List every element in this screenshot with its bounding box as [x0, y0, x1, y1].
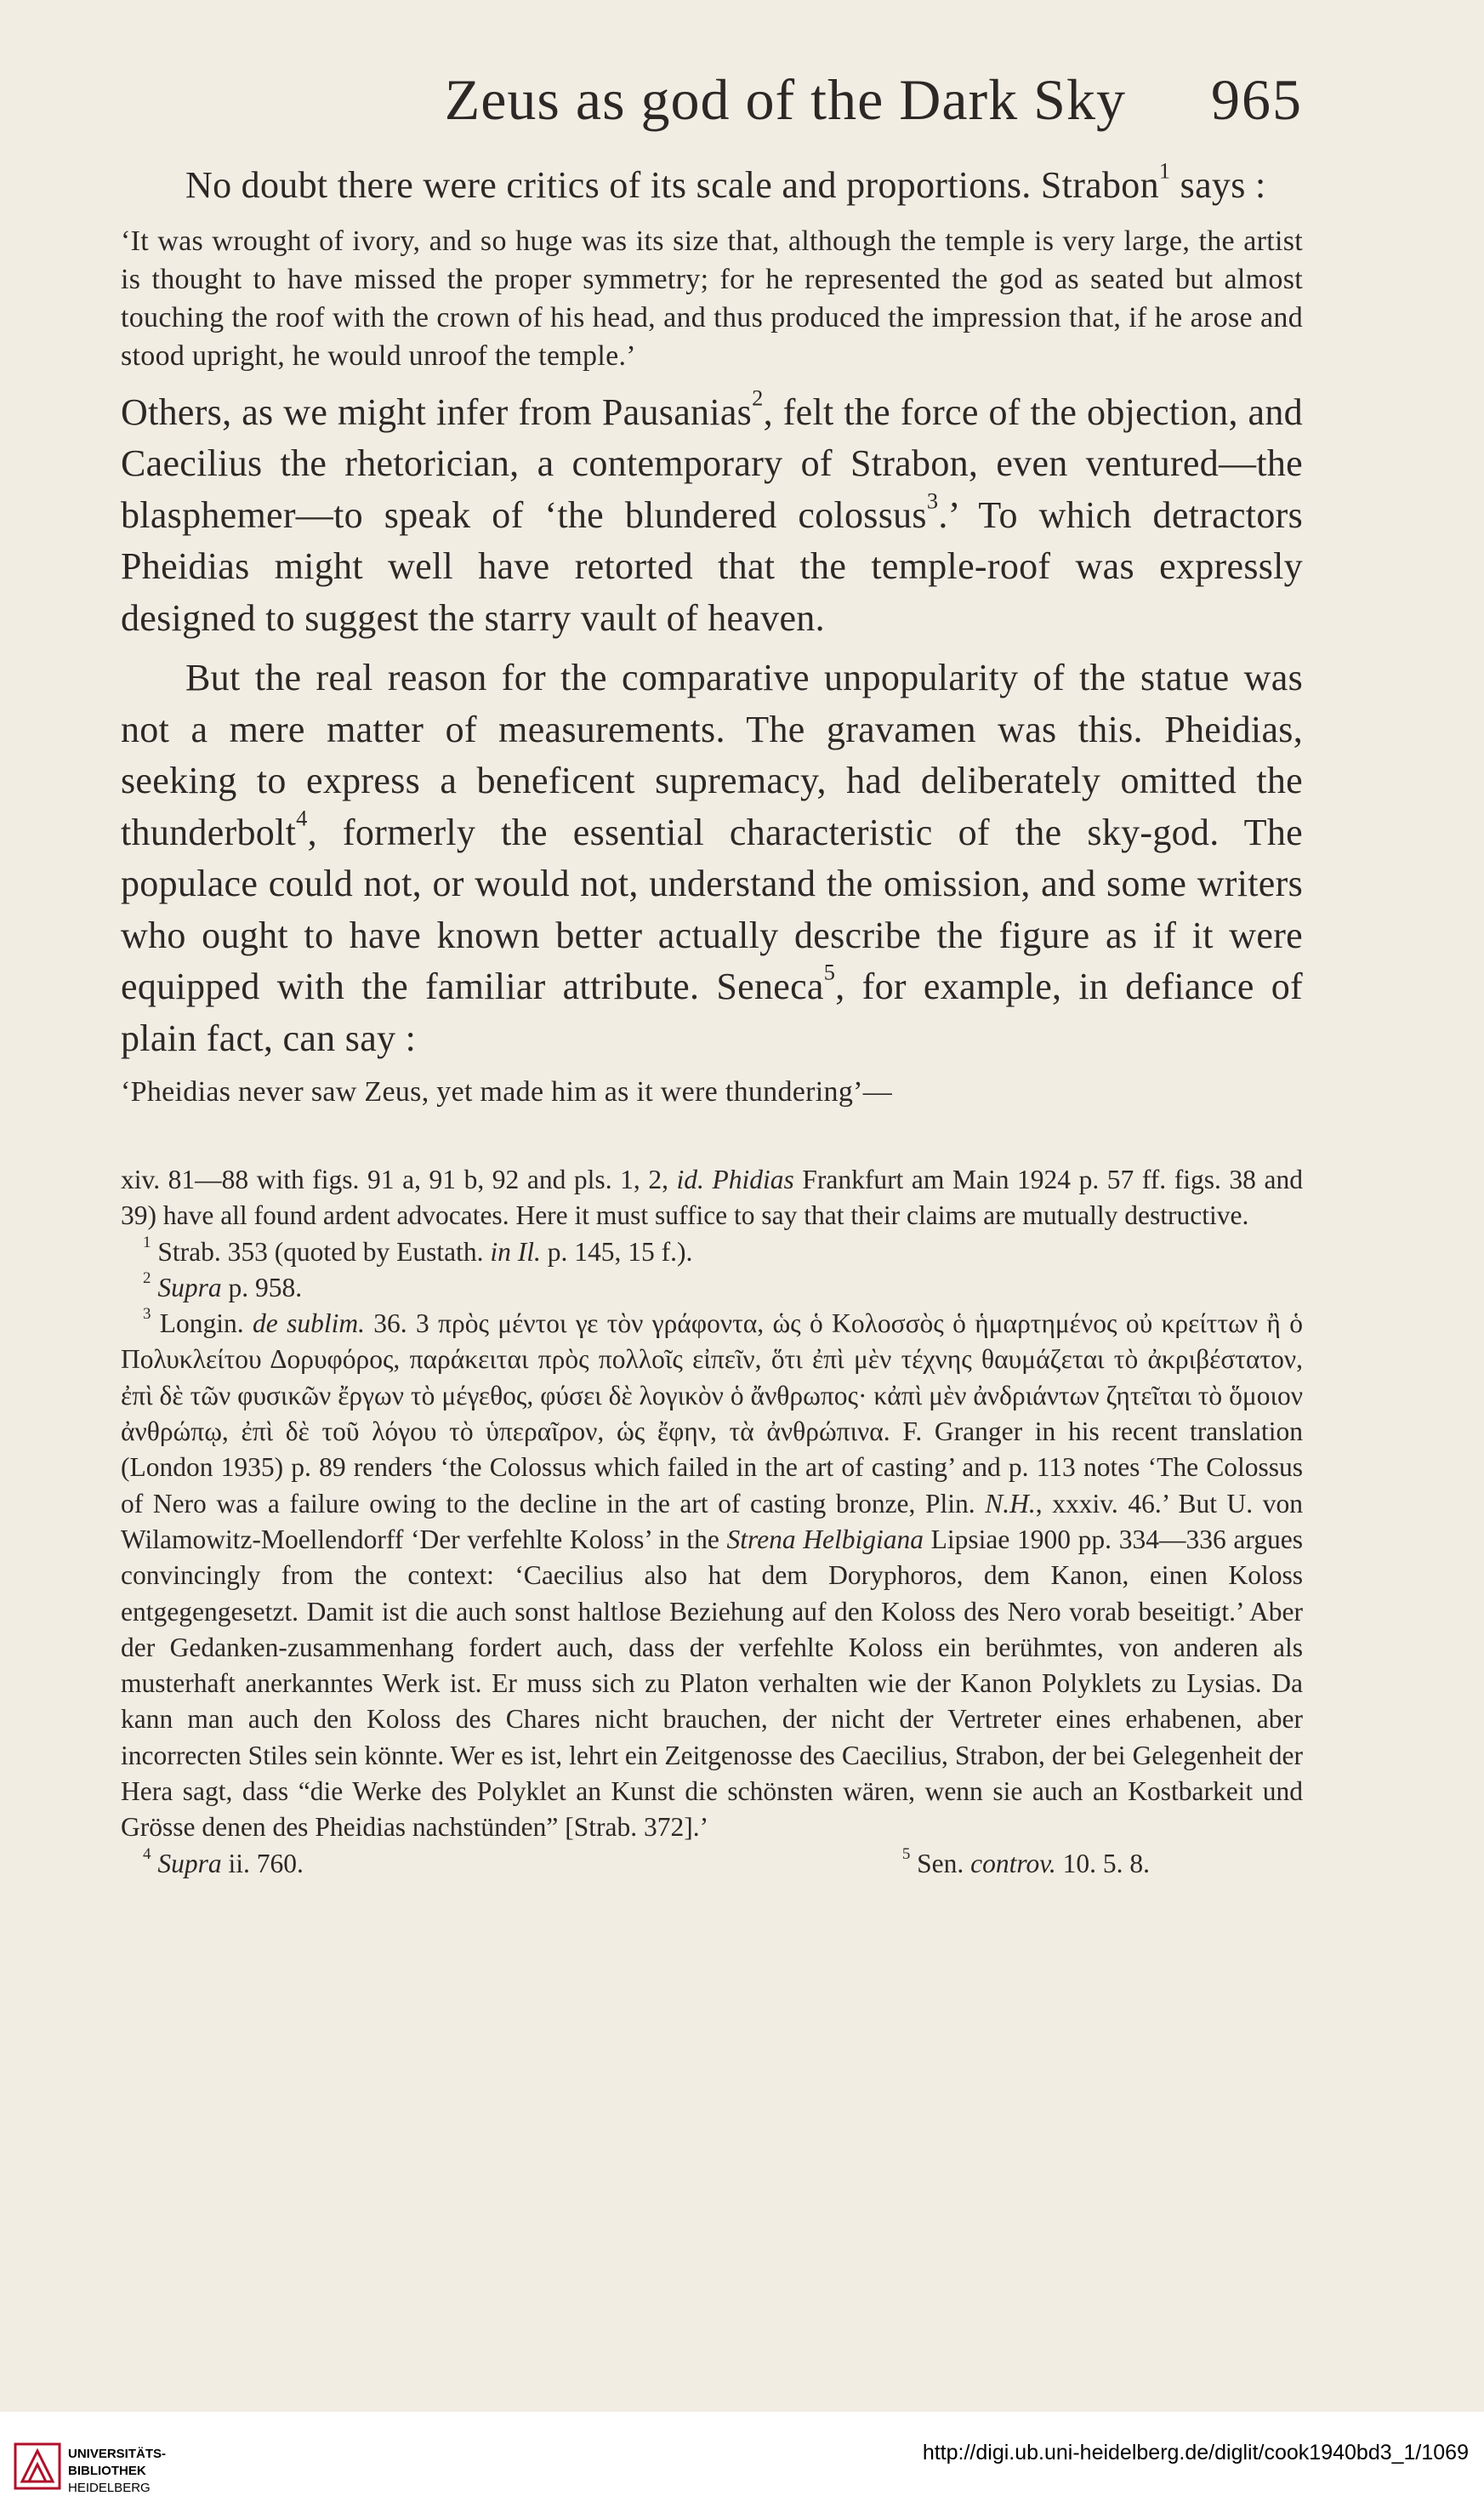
footnote-5-italic: controv.: [970, 1848, 1056, 1878]
footnote-ref-1[interactable]: 1: [1158, 157, 1171, 184]
footnote-3-text-d: Lipsiae 1900 pp. 334—336 argues convincingly from the context: ‘Caecilius also hat dem Doryphoros, dem Kanon, einen Koloss entgegengesetzt. Damit ist die auch sonst haltlose Beziehung auf den Koloss des Nero vorab beseitigt.’ Aber der Gedanken-zusammenhang fordert auch, dass der verfehlte Koloss ein berühmtes, von anderen als musterhaft anerkanntes Werk ist. Er muss sich zu Platon verhalten wie der Kanon Polyklets zu Lysias. Da kann man auch den Koloss des Chares nicht brauchen, der nicht der Vertreter eines erhabenen, aber incorrecten Stiles sein könnte. Wer es ist, lehrt ein Zeitgenosse des Caecilius, Strabon, der bei Gelegenheit der Hera sagt, dass “die Werke des Polyklet an Kunst die schönsten wären, wenn sie auch an Kostbarkeit und Grösse denen des Pheidias nachstünden” [Strab. 372].’: [121, 1524, 1304, 1843]
block-quote-seneca: [121, 1073, 1303, 1111]
permalink-url[interactable]: http://digi.ub.uni-heidelberg.de/diglit/cook1940bd3_1/1069: [922, 2441, 1469, 2465]
paragraph-1-text: No doubt there were critics of its scale and proportions. Strabon: [185, 164, 1159, 206]
footnote-3-text-b: 36. 3 πρὸς μέντοι γε τὸν γράφοντα, ὡς ὁ Κολοσσὸς ὁ ἡμαρτημένος οὐ κρείττων ἢ ὁ Πολυκλείτου Δορυφόρος, παράκειται πρὸς πολλοῖς εἰπεῖν, ὅτι ἐπὶ μὲν τέχνης θαυμάζεται τὸ ἀκριβέστατον, ἐπὶ δὲ τῶν φυσικῶν ἔργων τὸ μέγεθος, φύσει δὲ λογικὸν ὁ ἄνθρωπος· κἀπὶ μὲν ἀνδριάντων ζητεῖται τὸ ὅμοιον ἀνθρώπῳ, ἐπὶ δὲ τοῦ λόγου τὸ ὑπεραῖρον, ὡς ἔφην, τὰ ἀνθρώπινα. F. Granger in his recent translation (London 1935) p. 89 renders ‘the Colossus which failed in the art of casting’ and p. 113 notes ‘The Colossus of Nero was a failure owing to the decline in the art of casting bronze, Plin.: [121, 1308, 1303, 1519]
library-name-line-1: UNIVERSITÄTS-: [68, 2447, 167, 2461]
footnote-1-text-a: Strab. 353 (quoted by Eustath.: [151, 1236, 491, 1267]
paragraph-1: [121, 157, 1303, 212]
footnote-cont-italic: id. Phidias: [676, 1165, 794, 1194]
footnote-ref-2[interactable]: 2: [752, 385, 764, 411]
footnote-1: [121, 1234, 1303, 1270]
paragraph-2-part-a: Others, as we might infer from Pausanias: [121, 390, 753, 433]
footnote-cont-text-b: Frankfurt am Main 1924 p. 57 ff. figs. 38 and 39) have all found ardent advocates. Here it must suffice to say that their claims are mutually destructive.: [121, 1165, 1303, 1231]
footnote-2-number: 2: [143, 1268, 151, 1287]
footnote-1-text-b: p. 145, 15 f.).: [540, 1236, 693, 1267]
footnote-ref-3[interactable]: 3: [926, 487, 939, 514]
library-logo[interactable]: [14, 2442, 184, 2502]
library-name-line-3: HEIDELBERG: [68, 2481, 151, 2495]
paragraph-2: [121, 387, 1303, 645]
footnote-4-italic: Supra: [151, 1848, 222, 1878]
quote-1-text: ‘It was wrought of ivory, and so huge was its size that, although the temple is very large, the artist is thought to have missed the proper symmetry; for he represented the god as seated but almost touching the roof with the crown of his head, and thus produced the impression that, if he arose and stood upright, he would unroof the temple.’: [121, 225, 1303, 372]
footnote-3-italic-c: Strena Helbigiana: [726, 1524, 924, 1554]
footnote-ref-5[interactable]: 5: [823, 959, 836, 985]
paragraph-3-part-b: , formerly the essential characteristic of the sky-god. The populace could not, or would not, understand the omission, and some writers who ought to have known better actually describe the figure as if it were equipped with the familiar attribute. Seneca: [121, 811, 1303, 1007]
footnote-5: [902, 1846, 1150, 1882]
paragraph-1-end: says :: [1170, 164, 1266, 206]
page-number: 965: [1211, 67, 1303, 132]
footnote-2-italic: Supra: [151, 1272, 222, 1302]
paragraph-2-part-c: .’ To which detractors Pheidias might well have retorted that the temple-roof was expressly designed to suggest the starry vault of heaven.: [121, 493, 1304, 639]
footnote-ref-4[interactable]: 4: [296, 805, 308, 831]
library-seal-icon: [14, 2442, 61, 2490]
footnotes: [121, 1162, 1303, 1882]
footnote-3-italic-b: N.H.: [985, 1488, 1036, 1519]
paragraph-2-part-b: , felt the force of the objection, and Caecilius the rhetorician, a contemporary of Strabon, even ventured—the blasphemer—to speak of ‘the blundered colossus: [121, 390, 1303, 536]
running-header: [121, 66, 1303, 160]
footnote-3: [121, 1306, 1303, 1845]
paragraph-3-part-a: But the real reason for the comparative unpopularity of the statue was not a mere matter of measurements. The gravamen was this. Pheidias, seeking to express a beneficent supremacy, had deliberately omitted the thunderbolt: [121, 657, 1303, 853]
footnote-4-text: ii. 760.: [221, 1848, 304, 1878]
footnote-3-text-a: Longin.: [151, 1308, 253, 1339]
quote-2-text: ‘Pheidias never saw Zeus, yet made him as it were thundering’—: [121, 1076, 893, 1108]
footnote-5-text-b: 10. 5. 8.: [1055, 1848, 1150, 1878]
footnote-5-number: 5: [901, 1844, 911, 1863]
footnote-3-text-c: , xxxiv. 46.’ But U. von Wilamowitz-Moellendorff ‘Der verfehlte Koloss’ in the: [121, 1488, 1303, 1554]
paragraph-3-part-c: , for example, in defiance of plain fact, can say :: [121, 966, 1303, 1059]
page-content: [121, 66, 1303, 1882]
footnote-continuation: [121, 1162, 1303, 1234]
footnote-1-number: 1: [143, 1233, 151, 1251]
main-text: [121, 157, 1304, 1111]
library-name: [68, 2446, 166, 2497]
running-title: Zeus as god of the Dark Sky: [444, 67, 1126, 132]
footnote-4-number: 4: [143, 1844, 151, 1863]
footnote-2: [121, 1270, 1303, 1306]
footnote-4: [143, 1846, 304, 1882]
footnotes-4-5: [121, 1846, 1303, 1882]
footnote-3-number: 3: [143, 1305, 151, 1324]
footnote-2-text: p. 958.: [221, 1272, 303, 1302]
block-quote-strabon: [121, 222, 1303, 375]
footnote-5-text-a: Sen.: [910, 1848, 971, 1878]
footnote-3-italic-a: de sublim.: [253, 1308, 365, 1339]
footnote-1-italic: in Il.: [490, 1236, 541, 1267]
paragraph-3: [121, 652, 1303, 1064]
viewer-footer: [0, 2412, 1484, 2513]
library-name-line-2: BIBLIOTHEK: [68, 2464, 146, 2478]
footnote-cont-text-a: xiv. 81—88 with figs. 91 a, 91 b, 92 and pls. 1, 2,: [121, 1165, 677, 1194]
